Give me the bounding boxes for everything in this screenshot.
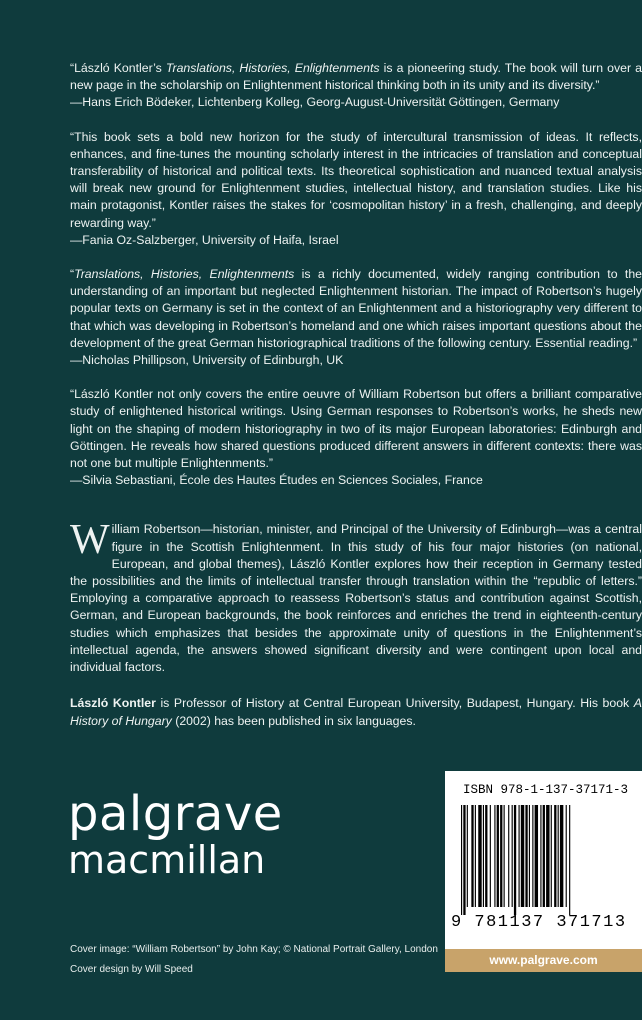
- book-title: A History of Hungary: [70, 696, 642, 728]
- barcode-bar: [463, 805, 465, 915]
- review-attribution: —Silvia Sebastiani, École des Hautes Études en Sciences Sociales, France: [70, 473, 483, 488]
- barcode-bar: [529, 805, 530, 907]
- drop-cap: W: [70, 517, 110, 564]
- barcode-bar: [508, 805, 509, 907]
- review-attribution: —Nicholas Phillipson, University of Edinburgh, UK: [70, 353, 344, 368]
- barcode-bar: [551, 805, 552, 907]
- barcode-bar: [485, 805, 487, 907]
- reviews: [70, 60, 642, 489]
- publisher-logo-line1: palgrave: [68, 786, 283, 842]
- isbn-label: ISBN 978-1-137-37171-3: [463, 783, 629, 797]
- barcode-bar: [521, 805, 524, 907]
- book-description: [70, 517, 642, 676]
- barcode-bar: [490, 805, 491, 907]
- barcode-bar: [546, 805, 549, 907]
- review: [70, 386, 642, 489]
- author-bio: László Kontler is Professor of History at Central European University, Budapest, Hungary. His book A History of Hungary (2002) has been published in six languages.: [70, 696, 642, 728]
- review: [70, 266, 642, 369]
- barcode-bar: [471, 805, 473, 907]
- barcode-bar: [514, 805, 516, 915]
- review-quote: “László Kontler’s Translations, Histories, Enlightenments is a pioneering study. The book will turn over a new page in the scholarship on Enlightenment historical thinking both in its unity and its diversity.”: [70, 61, 642, 93]
- barcode-box: [445, 771, 642, 972]
- barcode-digits: 9 781137 371713: [451, 913, 627, 932]
- publisher-url: www.palgrave.com: [445, 949, 642, 972]
- barcode-bar: [543, 805, 545, 907]
- barcode-bar: [461, 805, 462, 915]
- cover-credits: [70, 940, 438, 980]
- barcode-bar: [519, 805, 520, 907]
- barcode-bar: [512, 805, 513, 907]
- barcode-bar: [558, 805, 559, 907]
- barcode-bar: [497, 805, 499, 907]
- barcode-bar: [475, 805, 476, 907]
- barcode-bar: [494, 805, 495, 907]
- barcode-bar: [525, 805, 527, 907]
- barcode-bar: [504, 805, 505, 907]
- review: [70, 60, 642, 112]
- review-quote: “This book sets a bold new horizon for the study of intercultural transmission of ideas. It reflects, enhances, and fine-tunes the mounting scholarly interest in the intricacies of translation and conceptual transferability of historical and political texts. Its theoretical sophistication and nuanced textual analysis will break new ground for Enlightenment studies, intellectual history, and translation studies. Like his main protagonist, Kontler raises the stakes for ‘cosmopolitan history’ in a fresh, challenging, and deeply rewarding way.”: [70, 129, 642, 230]
- publisher-logo-line2: macmillan: [68, 838, 266, 882]
- barcode-bar: [478, 805, 481, 907]
- cover-design-credit: Cover design by Will Speed: [70, 964, 193, 975]
- review-quote: “Translations, Histories, Enlightenments is a richly documented, widely ranging contribution to the understanding of an important but neglected Enlightenment historian. The impact of Robertson’s hugely popular texts on Germany is set in the context of an Enlightenment and a historiography very different to that which was developing in Robertson’s homeland and one which raises important questions about the development of the great German historiographical traditions of the following century. Essential reading.”: [70, 267, 642, 350]
- cover-image-credit: Cover image: “William Robertson” by John Kay; © National Portrait Gallery, London: [70, 944, 438, 955]
- barcode-bar: [467, 805, 468, 907]
- review: [70, 129, 642, 249]
- review-attribution: —Hans Erich Bödeker, Lichtenberg Kolleg, Georg-August-Universität Göttingen, Germany: [70, 95, 560, 110]
- barcode-bar: [483, 805, 484, 907]
- barcode-bar: [554, 805, 556, 907]
- description-text: illiam Robertson—historian, minister, and Principal of the University of Edinburgh—was a central figure in the Scottish Enlightenment. In this study of his four major histories (on national, European, and global themes), László Kontler explores how their reception in Germany tested the possibilities and the limits of intellectual transfer through translation within the “republic of letters.” Employing a comparative approach to reassess Robertson’s status and contribution against Scottish, German, and European backgrounds, the book reinforces and enriches the trend in eighteenth-century studies which emphasizes that besides the approximate unity of questions in the Enlightenment’s intellectual agenda, the answers showed significant diversity and were contingent upon local and individual factors.: [70, 522, 642, 675]
- barcode-bar: [566, 805, 567, 907]
- review-quote: “László Kontler not only covers the entire oeuvre of William Robertson but offers a brilliant comparative study of enlightened historical writings. Using German responses to Robertson’s works, he sheds new light on the shaping of modern historiography in two of its major European laboratories: Edinburgh and Göttingen. He reveals how shared questions produced different answers in different contexts: there was not one but multiple Enlightenments.”: [70, 387, 642, 471]
- back-cover-text: [70, 60, 642, 730]
- author-name: László Kontler: [70, 696, 156, 711]
- barcode-bar: [560, 805, 563, 907]
- barcode-bar: [532, 805, 533, 907]
- barcode-bar: [500, 805, 502, 907]
- review-attribution: —Fania Oz-Salzberger, University of Haifa, Israel: [70, 232, 339, 247]
- barcode-bar: [535, 805, 538, 907]
- barcode-bar: [540, 805, 541, 907]
- barcode-bar: [569, 805, 570, 915]
- publisher-logo: [68, 788, 283, 880]
- barcode-icon: [457, 805, 630, 915]
